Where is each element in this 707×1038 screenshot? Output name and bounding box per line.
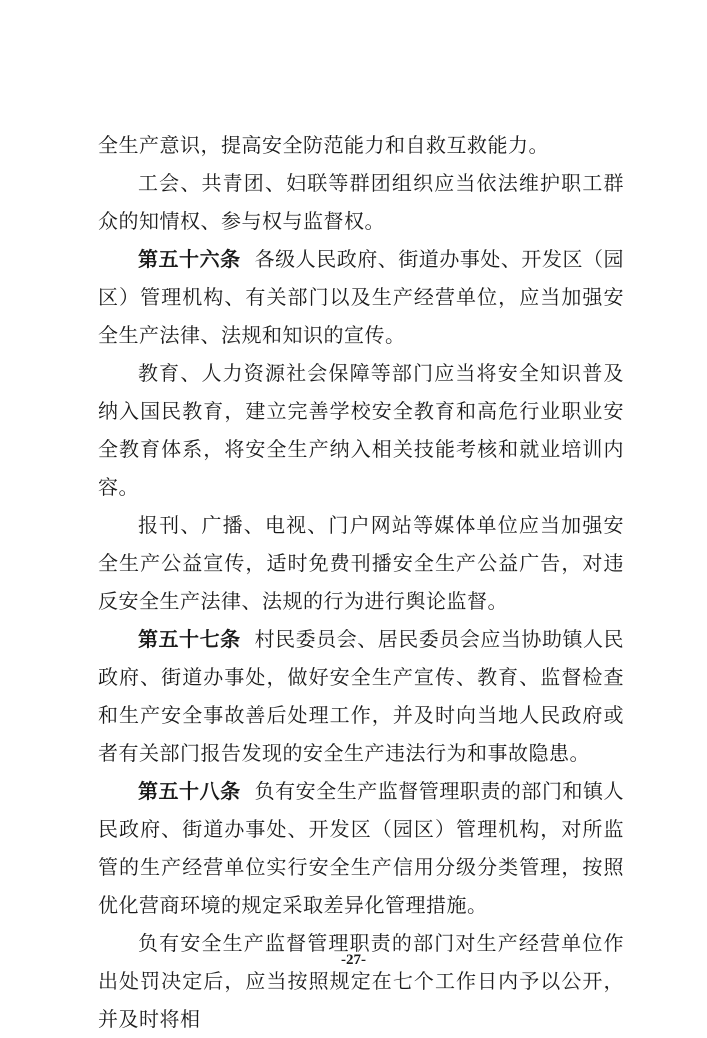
article-number-5: 第五十七条 [138,627,241,651]
paragraph-6 [98,772,624,924]
paragraph-text-5: 村民委员会、居民委员会应当协助镇人民政府、街道办事处，做好安全生产宣传、教育、监督检查和生产安全事故善后处理工作，并及时向当地人民政府或者有关部门报告发现的安全生产违法行为和事故隐患。 [98,627,625,765]
paragraph-7 [98,924,624,1038]
paragraph-text-0: 全生产意识，提高安全防范能力和自救互救能力。 [98,133,549,157]
paragraph-4 [98,506,624,620]
paragraph-5 [98,620,624,772]
page-number: -27- [341,952,366,968]
paragraph-text-1: 工会、共青团、妇联等群团组织应当依法维护职工群众的知情权、参与权与监督权。 [98,171,624,233]
paragraph-text-7: 负有安全生产监督管理职责的部门对生产经营单位作出处罚决定后，应当按照规定在七个工作日内予以公开，并及时将相 [98,931,624,1031]
document-body [98,126,624,1038]
paragraph-text-6: 负有安全生产监督管理职责的部门和镇人民政府、街道办事处、开发区（园区）管理机构，对所监管的生产经营单位实行安全生产信用分级分类管理，按照优化营商环境的规定采取差异化管理措施。 [98,779,625,917]
paragraph-3 [98,354,624,506]
article-number-6: 第五十八条 [138,779,241,803]
paragraph-text-4: 报刊、广播、电视、门户网站等媒体单位应当加强安全生产公益宣传，适时免费刊播安全生产公益广告，对违反安全生产法律、法规的行为进行舆论监督。 [98,513,624,613]
paragraph-1 [98,164,624,240]
paragraph-text-3: 教育、人力资源社会保障等部门应当将安全知识普及纳入国民教育，建立完善学校安全教育和高危行业职业安全教育体系，将安全生产纳入相关技能考核和就业培训内容。 [98,361,624,499]
paragraph-0 [98,126,624,164]
paragraph-2 [98,240,624,354]
article-number-2: 第五十六条 [138,247,241,271]
paragraph-text-2: 各级人民政府、街道办事处、开发区（园区）管理机构、有关部门以及生产经营单位，应当加强安全生产法律、法规和知识的宣传。 [98,247,625,347]
